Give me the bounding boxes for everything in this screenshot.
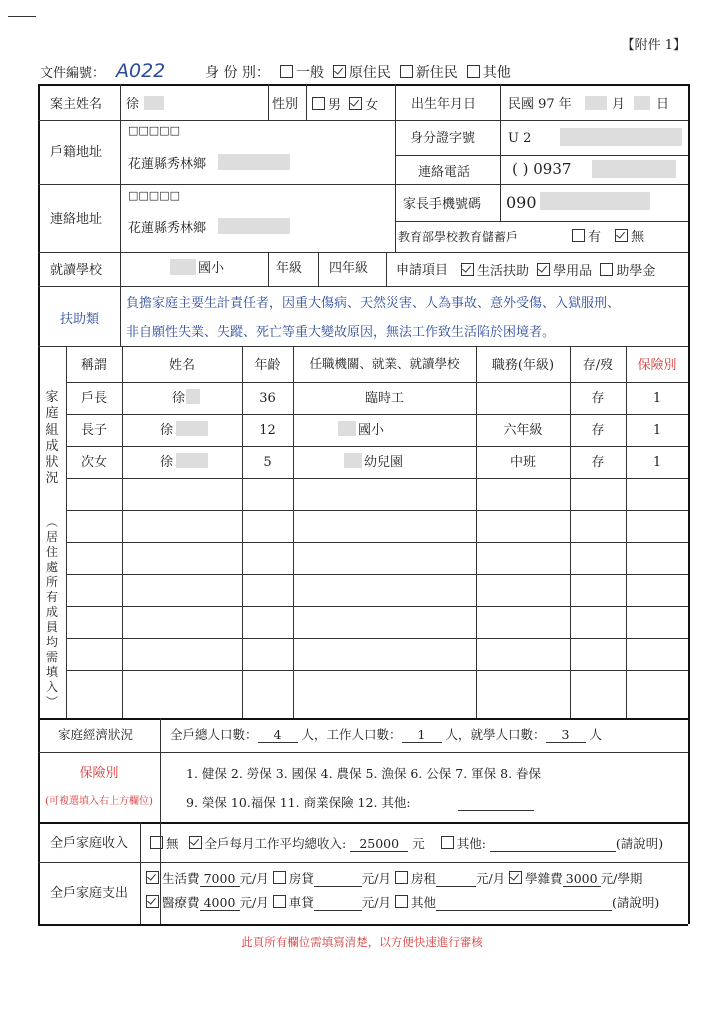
phone-label: 連絡電話 bbox=[418, 165, 471, 180]
redacted-block bbox=[344, 453, 362, 468]
header-job: 職務(年級) bbox=[491, 358, 555, 373]
contact-postal-boxes: □□□□□ bbox=[128, 189, 180, 202]
parent-mobile-label: 家長手機號碼 bbox=[403, 197, 482, 212]
member-job: 六年級 bbox=[503, 423, 543, 438]
attachment-label: 【附件 1】 bbox=[621, 38, 686, 53]
redacted-block bbox=[634, 96, 650, 110]
doc-no-label: 文件編號： bbox=[40, 66, 106, 81]
expense-label: 全戶家庭支出 bbox=[50, 886, 129, 901]
identity-options: 一般 原住民 新住民 其他 bbox=[280, 65, 511, 82]
savings-label: 教育部學校教育儲蓄戶 bbox=[398, 230, 519, 244]
member-age: 36 bbox=[259, 391, 276, 406]
household-postal-boxes: □□□□□ bbox=[128, 124, 180, 137]
grade-value[interactable]: 四年級 bbox=[329, 261, 369, 276]
member-name: 徐 bbox=[172, 391, 186, 406]
expense-rent-checkbox[interactable] bbox=[395, 871, 408, 884]
redacted-block bbox=[186, 389, 200, 404]
header-age: 年齡 bbox=[254, 358, 281, 373]
insurance-label: 保險別 bbox=[79, 766, 119, 781]
redacted-block bbox=[338, 421, 356, 436]
phone-value[interactable]: ( ) 0937 bbox=[512, 160, 572, 178]
aid-label: 扶助類 bbox=[60, 312, 100, 327]
redacted-block bbox=[218, 218, 290, 234]
contact-address-value[interactable]: 花蓮縣秀林鄉 bbox=[128, 221, 207, 236]
member-insurance: 1 bbox=[652, 391, 662, 406]
redacted-block bbox=[218, 154, 290, 170]
identity-general-checkbox[interactable] bbox=[280, 65, 293, 78]
expense-row-2: 醫療費 4000 元/月 車貸 元/月 其他 (請說明) bbox=[146, 895, 659, 911]
member-age: 5 bbox=[263, 455, 272, 470]
economy-line: 全戶總人口數： 4 人，工作人口數： 1 人，就學人口數： 3 人 bbox=[170, 727, 603, 742]
gender-male-checkbox[interactable] bbox=[312, 97, 325, 110]
expense-mortgage-checkbox[interactable] bbox=[273, 871, 286, 884]
income-other-checkbox[interactable] bbox=[441, 836, 454, 849]
id-label: 身分證字號 bbox=[410, 131, 476, 146]
apply-options: 生活扶助 學用品 助學金 bbox=[461, 263, 655, 280]
family-side-note: ︵ 居 住 處 所 有 成 員 均 需 填 入 ︶ bbox=[45, 515, 58, 709]
doc-no-value: A022 bbox=[116, 60, 166, 82]
redacted-block bbox=[560, 128, 682, 146]
household-address-value[interactable]: 花蓮縣秀林鄉 bbox=[128, 157, 207, 172]
school-label: 就讀學校 bbox=[50, 263, 103, 278]
insurance-other-line bbox=[458, 810, 534, 811]
member-name: 徐 bbox=[160, 423, 174, 438]
member-title: 次女 bbox=[80, 455, 107, 470]
birth-label: 出生年月日 bbox=[411, 97, 477, 112]
contact-address-label: 連絡地址 bbox=[50, 212, 103, 227]
grade-label: 年級 bbox=[276, 261, 303, 276]
identity-other-checkbox[interactable] bbox=[467, 65, 480, 78]
expense-tuition-checkbox[interactable] bbox=[509, 871, 522, 884]
redacted-block bbox=[176, 453, 208, 468]
identity-label: 身 份 別： bbox=[205, 65, 270, 81]
school-value[interactable]: 國小 bbox=[198, 261, 225, 276]
expense-living-checkbox[interactable] bbox=[146, 871, 159, 884]
member-name: 徐 bbox=[160, 455, 174, 470]
insurance-note: (可複選填入右上方欄位) bbox=[45, 796, 153, 807]
income-amount[interactable]: 25000 bbox=[350, 836, 408, 852]
header-insurance: 保險別 bbox=[637, 358, 677, 373]
footer-note: 此頁所有欄位需填寫清楚，以方便快速進行審核 bbox=[241, 935, 483, 949]
family-side-label: 家 庭 組 成 狀 況 bbox=[45, 390, 59, 487]
economy-work[interactable]: 1 bbox=[402, 727, 442, 743]
apply-scholarship-checkbox[interactable] bbox=[600, 263, 613, 276]
name-label: 案主姓名 bbox=[50, 97, 103, 112]
savings-no-checkbox[interactable] bbox=[615, 229, 628, 242]
income-label: 全戶家庭收入 bbox=[50, 836, 129, 851]
birth-day: 日 bbox=[656, 97, 670, 112]
member-job: 中班 bbox=[509, 455, 536, 470]
member-age: 12 bbox=[259, 423, 276, 438]
gender-female-checkbox[interactable] bbox=[349, 97, 362, 110]
parent-mobile-value[interactable]: 090 bbox=[506, 193, 537, 212]
name-value[interactable]: 徐 bbox=[126, 97, 140, 112]
aid-line-2: 非自願性失業、失蹤、死亡等重大變故原因，無法工作致生活陷於困境者。 bbox=[126, 325, 556, 340]
corner-mark bbox=[8, 16, 36, 17]
gender-options: 男 女 bbox=[312, 97, 378, 114]
income-monthly-checkbox[interactable] bbox=[189, 836, 202, 849]
member-title: 戶長 bbox=[80, 391, 107, 406]
economy-total[interactable]: 4 bbox=[258, 727, 298, 743]
redacted-block bbox=[585, 96, 607, 110]
redacted-block bbox=[144, 96, 164, 110]
redacted-block bbox=[592, 160, 676, 178]
expense-row-1: 生活費 7000 元/月 房貸 元/月 房租 元/月 學雜費 3000 元/學期 bbox=[146, 871, 642, 887]
household-address-label: 戶籍地址 bbox=[50, 145, 103, 160]
member-org: 幼兒園 bbox=[364, 455, 404, 470]
birth-month: 月 bbox=[612, 97, 626, 112]
header-name: 姓名 bbox=[168, 358, 195, 373]
member-insurance: 1 bbox=[652, 455, 662, 470]
savings-yes-checkbox[interactable] bbox=[572, 229, 585, 242]
gender-label: 性別 bbox=[272, 97, 299, 112]
apply-supplies-checkbox[interactable] bbox=[537, 263, 550, 276]
aid-line-1: 負擔家庭主要生計責任者，因重大傷病、天然災害、人為事故、意外受傷、入獄服刑、 bbox=[126, 296, 621, 311]
economy-study[interactable]: 3 bbox=[546, 727, 586, 743]
expense-car-loan-checkbox[interactable] bbox=[273, 895, 286, 908]
birth-value[interactable]: 民國 97 年 bbox=[508, 97, 572, 112]
income-none-checkbox[interactable] bbox=[150, 836, 163, 849]
redacted-block bbox=[176, 421, 208, 436]
identity-aboriginal-checkbox[interactable] bbox=[333, 65, 346, 78]
redacted-block bbox=[170, 259, 196, 275]
economy-label: 家庭經濟狀況 bbox=[58, 727, 134, 742]
member-org: 國小 bbox=[358, 423, 385, 438]
expense-other-checkbox[interactable] bbox=[395, 895, 408, 908]
apply-label: 申請項目 bbox=[396, 263, 449, 278]
member-org: 臨時工 bbox=[364, 391, 404, 406]
redacted-block bbox=[540, 192, 650, 210]
identity-new-resident-checkbox[interactable] bbox=[400, 65, 413, 78]
member-alive: 存 bbox=[591, 455, 605, 470]
header-alive: 存/歿 bbox=[582, 358, 614, 373]
member-insurance: 1 bbox=[652, 423, 662, 438]
insurance-line-1: 1. 健保 2. 勞保 3. 國保 4. 農保 5. 漁保 6. 公保 7. 軍保 8. 眷保 bbox=[186, 766, 542, 781]
member-alive: 存 bbox=[591, 391, 605, 406]
savings-options: 有 無 bbox=[572, 229, 644, 246]
expense-medical-checkbox[interactable] bbox=[146, 895, 159, 908]
header-title: 稱謂 bbox=[80, 358, 107, 373]
id-value[interactable]: U 2 bbox=[508, 131, 532, 146]
header-org: 任職機關、就業、就讀學校 bbox=[309, 356, 460, 371]
member-title: 長子 bbox=[80, 423, 107, 438]
income-line: 無 全戶每月工作平均總收入: 25000 元 其他: (請說明) bbox=[150, 836, 663, 852]
member-alive: 存 bbox=[591, 423, 605, 438]
insurance-line-2: 9. 榮保 10.福保 11. 商業保險 12. 其他: bbox=[186, 795, 411, 810]
apply-living-checkbox[interactable] bbox=[461, 263, 474, 276]
